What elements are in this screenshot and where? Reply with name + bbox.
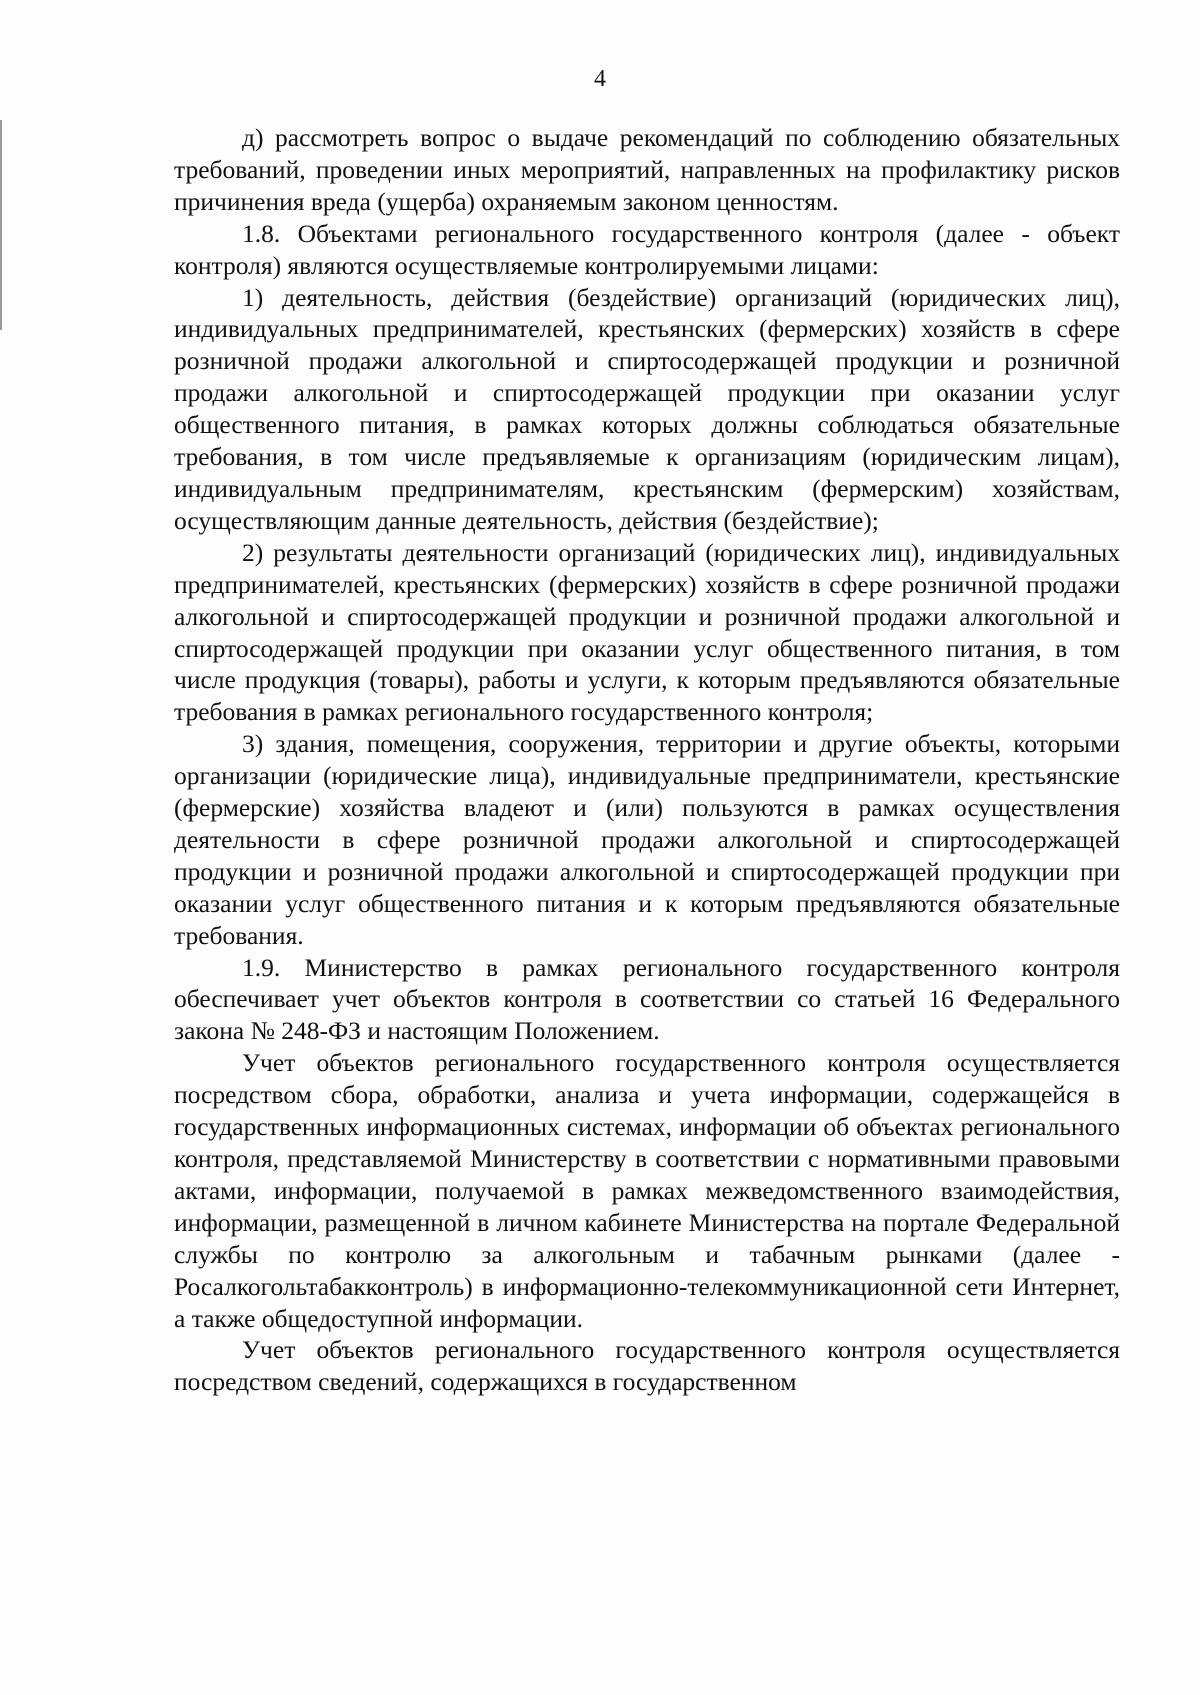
scan-margin-line [0,120,2,330]
paragraph-item-3-buildings: 3) здания, помещения, сооружения, территории и другие объекты, которыми организации (юридические лица), индивидуальные предприниматели, крестьянские (фермерские) хозяйства владеют и (или) пользуются в рамках осуществления деятельности в сфере розничной продажи алкогольной и спиртосодержащей продукции и розничной продажи алкогольной и спиртосодержащей продукции при оказании услуг общественного питания и к которым предъявляются обязательные требования. [174,729,1120,950]
document-body [174,122,1120,1398]
paragraph-item-1-activity: 1) деятельность, действия (бездействие) организаций (юридических лиц), индивидуальных предпринимателей, крестьянских (фермерских) хозяйств в сфере розничной продажи алкогольной и спиртосодержащей продукции и розничной продажи алкогольной и спиртосодержащей продукции при оказании услуг общественного питания, в рамках которых должны соблюдаться обязательные требования, в том числе предъявляемые к организациям (юридическим лицам), индивидуальным предпринимателям, крестьянским (фермерским) хозяйствам, осуществляющим данные деятельность, действия (бездействие); [174,282,1120,535]
page-number: 4 [594,66,606,92]
paragraph-accounting-state-records: Учет объектов регионального государственного контроля осуществляется посредством сведений, содержащихся в государственном [174,1335,1120,1397]
paragraph-1-9-ministry-accounting: 1.9. Министерство в рамках регионального государственного контроля обеспечивает учет объектов контроля в соответствии со статьей 16 Федерального закона № 248-ФЗ и настоящим Положением. [174,952,1120,1046]
paragraph-accounting-information: Учет объектов регионального государственного контроля осуществляется посредством сбора, обработки, анализа и учета информации, содержащейся в государственных информационных системах, информации об объектах регионального контроля, представляемой Министерству в соответствии с нормативными правовыми актами, информации, получаемой в рамках межведомственного взаимодействия, информации, размещенной в личном кабинете Министерства на портале Федеральной службы по контролю за алкогольным и табачным рынками (далее - Росалкогольтабакконтроль) в информационно-телекоммуникационной сети Интернет, а также общедоступной информации. [174,1048,1120,1333]
paragraph-1-8-control-objects: 1.8. Объектами регионального государственного контроля (далее - объект контроля) являются осуществляемые контролируемыми лицами: [174,218,1120,280]
paragraph-item-2-results: 2) результаты деятельности организаций (юридических лиц), индивидуальных предпринимателей, крестьянских (фермерских) хозяйств в сфере розничной продажи алкогольной и спиртосодержащей продукции и розничной продажи алкогольной и спиртосодержащей продукции при оказании услуг общественного питания, в том числе продукция (товары), работы и услуги, к которым предъявляются обязательные требования в рамках регионального государственного контроля; [174,537,1120,727]
paragraph-d-recommendations: д) рассмотреть вопрос о выдаче рекомендаций по соблюдению обязательных требований, проведении иных мероприятий, направленных на профилактику рисков причинения вреда (ущерба) охраняемым законом ценностям. [174,123,1120,216]
